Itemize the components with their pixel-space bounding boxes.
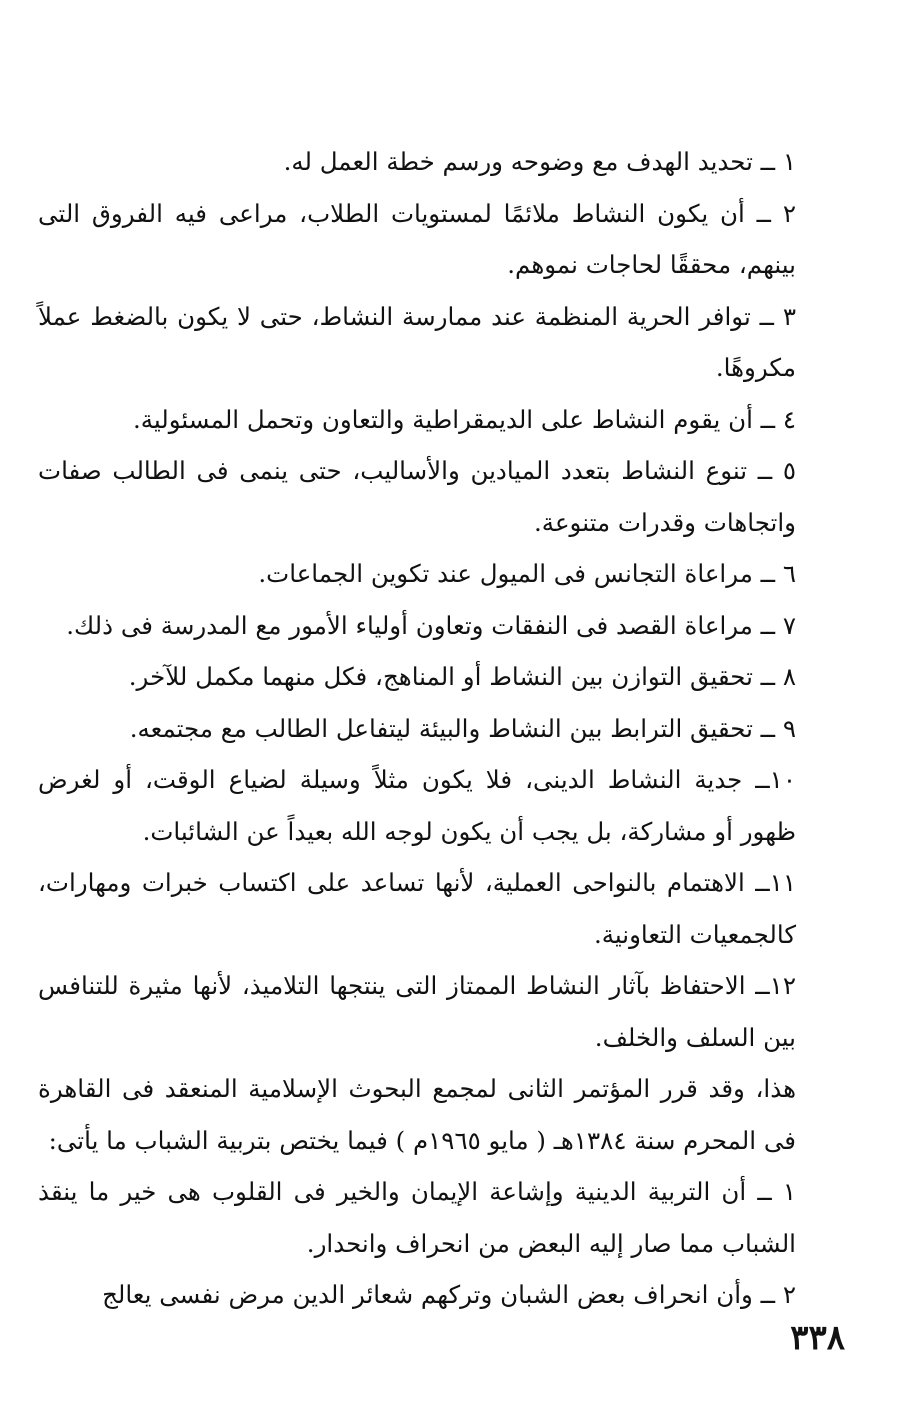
list-item: ٣ ــ توافر الحرية المنظمة عند ممارسة النشاط، حتى لا يكون بالضغط عملاً مكروهًا. — [38, 301, 796, 382]
page-body-text — [38, 136, 838, 1321]
list-item: ٩ ــ تحقيق الترابط بين النشاط والبيئة ليتفاعل الطالب مع مجتمعه. — [129, 713, 796, 743]
list-item: ١١ــ الاهتمام بالنواحى العملية، لأنها تساعد على اكتساب خبرات ومهارات، كالجمعيات التعاونية. — [38, 868, 796, 949]
list-item: ٨ ــ تحقيق التوازن بين النشاط أو المناهج، فكل منهما مكمل للآخر. — [128, 662, 796, 691]
list-item: ٧ ــ مراعاة القصد فى النفقات وتعاون أولياء الأمور مع المدرسة فى ذلك. — [66, 610, 796, 640]
list-item: ١٢ــ الاحتفاظ بآثار النشاط الممتاز التى ينتجها التلاميذ، لأنها مثيرة للتنافس بين السلف والخلف. — [38, 971, 796, 1052]
list-item: ٤ ــ أن يقوم النشاط على الديمقراطية والتعاون وتحمل المسئولية. — [132, 404, 796, 434]
page-number: ٣٣٨ — [790, 1318, 845, 1358]
decision-item: ٢ ــ وأن انحراف بعض الشبان وتركهم شعائر الدين مرض نفسى يعالج — [102, 1280, 796, 1309]
list-item: ٢ ــ أن يكون النشاط ملائمًا لمستويات الطلاب، مراعى فيه الفروق التى بينهم، محققًا لحاجات نموهم. — [38, 198, 796, 279]
list-item: ٥ ــ تنوع النشاط بتعدد الميادين والأساليب، حتى ينمى فى الطالب صفات واتجاهات وقدرات متنوعة. — [38, 456, 796, 537]
list-item: ١٠ــ جدية النشاط الدينى، فلا يكون مثلاً وسيلة لضياع الوقت، أو لغرض ظهور أو مشاركة، بل يجب أن يكون لوجه الله بعيداً عن الشائبات. — [38, 765, 796, 846]
list-item: ٦ ــ مراعاة التجانس فى الميول عند تكوين الجماعات. — [258, 559, 796, 588]
list-item: ١ ــ تحديد الهدف مع وضوحه ورسم خطة العمل له. — [283, 147, 796, 176]
intro-paragraph: هذا، وقد قرر المؤتمر الثانى لمجمع البحوث الإسلامية المنعقد فى القاهرة فى المحرم سنة ١٣٨٤هـ ( مايو ١٩٦٥م ) فيما يختص بتربية الشباب ما يأتى: — [38, 1074, 796, 1155]
decision-item: ١ ــ أن التربية الدينية وإشاعة الإيمان والخير فى القلوب هى خير ما ينقذ الشباب مما صار إليه البعض من انحراف وانحدار. — [38, 1177, 796, 1258]
